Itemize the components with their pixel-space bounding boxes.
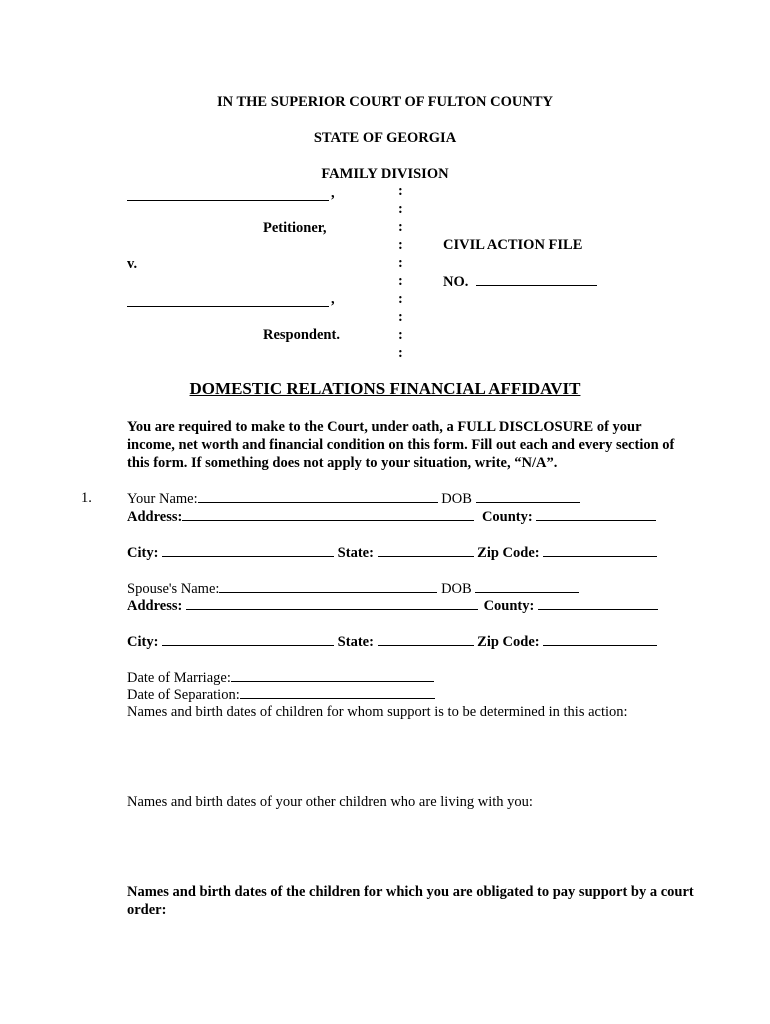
section-number: 1. <box>81 490 92 506</box>
caption-colon: : <box>398 309 403 325</box>
your-name-label: Your Name: <box>127 491 198 507</box>
your-zip-label: Zip Code: <box>477 545 540 561</box>
spouse-city-line[interactable] <box>162 633 334 646</box>
obligated-children-label: Names and birth dates of the children for which you are obligated to pay support by a court order: <box>127 884 694 918</box>
spouse-county-line[interactable] <box>538 597 658 610</box>
your-state-label: State: <box>337 545 374 561</box>
spouse-state-line[interactable] <box>378 633 474 646</box>
petitioner-label: Petitioner, <box>263 220 327 236</box>
caption-colon: : <box>398 201 403 217</box>
spouse-city-label: City: <box>127 634 159 650</box>
marriage-date-label: Date of Marriage: <box>127 670 231 686</box>
respondent-label: Respondent. <box>263 327 340 343</box>
spouse-name-label: Spouse's Name: <box>127 581 220 597</box>
caption-colon: : <box>398 255 403 271</box>
spouse-zip-label: Zip Code: <box>477 634 540 650</box>
children-support-label: Names and birth dates of children for whom support is to be determined in this action: <box>127 704 628 720</box>
form-title <box>0 379 770 399</box>
your-county-label: County: <box>481 509 533 525</box>
spouse-zip-line[interactable] <box>543 633 657 646</box>
your-city-label: City: <box>127 545 159 561</box>
your-address-label: Address: <box>127 509 183 525</box>
file-number-line[interactable] <box>476 273 597 286</box>
court-heading <box>0 94 770 111</box>
separation-date-row <box>127 686 435 704</box>
caption-colon: : <box>398 291 403 307</box>
division-heading <box>0 166 770 183</box>
spouse-county-label: County: <box>483 598 535 614</box>
versus-label: v. <box>127 256 138 272</box>
marriage-date-row <box>127 669 434 687</box>
your-address-row <box>127 508 656 526</box>
your-city-line[interactable] <box>162 544 334 557</box>
your-dob-label: DOB <box>441 491 472 507</box>
separation-date-label: Date of Separation: <box>127 687 240 703</box>
petitioner-comma: , <box>331 185 335 201</box>
separation-date-line[interactable] <box>240 686 435 699</box>
your-name-line[interactable] <box>198 490 438 503</box>
marriage-date-line[interactable] <box>231 669 434 682</box>
caption-colon: : <box>398 219 403 235</box>
instructions-paragraph: You are required to make to the Court, under oath, a FULL DISCLOSURE of your income, net worth and financial condition on this form. Fill out each and every section of this form. If something does not apply to your situation, write, “N/A”. <box>127 419 675 471</box>
caption-colon: : <box>398 327 403 343</box>
spouse-dob-label: DOB <box>441 581 472 597</box>
spouse-name-line[interactable] <box>219 580 437 593</box>
division-name: FAMILY DIVISION <box>321 166 449 182</box>
spouse-address-row <box>127 597 658 615</box>
file-number-label: NO. <box>443 274 469 290</box>
your-city-row <box>127 544 657 562</box>
file-number-row <box>443 273 597 291</box>
state-name: STATE OF GEORGIA <box>313 130 457 146</box>
spouse-state-label: State: <box>337 634 374 650</box>
your-name-row <box>127 490 580 508</box>
form-title-text: DOMESTIC RELATIONS FINANCIAL AFFIDAVIT <box>189 379 581 398</box>
respondent-name-line[interactable] <box>127 290 329 307</box>
other-children-label: Names and birth dates of your other children who are living with you: <box>127 794 533 810</box>
your-state-line[interactable] <box>378 544 474 557</box>
spouse-city-row <box>127 633 657 651</box>
your-dob-line[interactable] <box>476 490 580 503</box>
your-zip-line[interactable] <box>543 544 657 557</box>
caption-colon: : <box>398 183 403 199</box>
court-name: IN THE SUPERIOR COURT OF FULTON COUNTY <box>216 94 553 110</box>
spouse-dob-line[interactable] <box>475 580 579 593</box>
spouse-name-row <box>127 580 579 598</box>
spouse-address-label: Address: <box>127 598 183 614</box>
petitioner-name-line[interactable] <box>127 184 329 201</box>
respondent-comma: , <box>331 291 335 307</box>
caption-colon: : <box>398 345 403 361</box>
spouse-address-line[interactable] <box>186 597 478 610</box>
caption-colon: : <box>398 273 403 289</box>
caption-colon: : <box>398 237 403 253</box>
your-county-line[interactable] <box>536 508 656 521</box>
civil-action-label: CIVIL ACTION FILE <box>443 237 583 253</box>
your-address-line[interactable] <box>182 508 474 521</box>
state-heading <box>0 130 770 147</box>
